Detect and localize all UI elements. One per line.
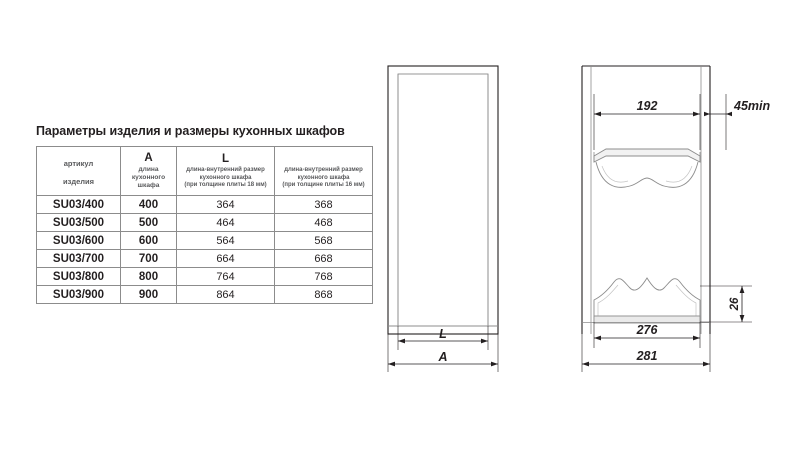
table-row bbox=[37, 214, 373, 232]
cell-l18-value: 864 bbox=[177, 286, 275, 304]
cell-l16-value: 768 bbox=[275, 268, 373, 286]
side-dim-276-label: 276 bbox=[636, 323, 658, 337]
side-view bbox=[582, 66, 770, 372]
cell-article: SU03/600 bbox=[37, 232, 121, 250]
cell-a-value: 800 bbox=[121, 268, 177, 286]
specifications-table bbox=[36, 146, 373, 304]
cell-l18-value: 464 bbox=[177, 214, 275, 232]
side-dim-281-label: 281 bbox=[636, 349, 658, 363]
table-row bbox=[37, 250, 373, 268]
table-header-row bbox=[37, 147, 373, 196]
front-view bbox=[388, 66, 498, 372]
upper-rack-graphic bbox=[594, 149, 700, 187]
technical-drawing bbox=[370, 0, 800, 450]
header-l-18mm: L длина-внутренний размер кухонного шкафа (при толщине плиты 18 мм) bbox=[177, 147, 275, 196]
table-row bbox=[37, 196, 373, 214]
header-l-16mm: длина-внутренний размер кухонного шкафа (при толщине плиты 16 мм) bbox=[275, 147, 373, 196]
cell-l18-value: 564 bbox=[177, 232, 275, 250]
cell-l16-value: 668 bbox=[275, 250, 373, 268]
side-dim-192-label: 192 bbox=[636, 99, 658, 113]
spec-table-block bbox=[36, 124, 372, 304]
lower-rack-graphic bbox=[582, 278, 710, 323]
cell-a-value: 700 bbox=[121, 250, 177, 268]
cell-l16-value: 468 bbox=[275, 214, 373, 232]
cell-article: SU03/400 bbox=[37, 196, 121, 214]
cell-article: SU03/900 bbox=[37, 286, 121, 304]
table-row bbox=[37, 286, 373, 304]
front-dim-a-label: A bbox=[438, 350, 448, 364]
side-dim-45min-label: 45min bbox=[734, 99, 771, 113]
header-a: A длина кухонного шкафа bbox=[121, 147, 177, 196]
cell-article: SU03/700 bbox=[37, 250, 121, 268]
header-article: артикул изделия bbox=[37, 147, 121, 196]
cell-a-value: 500 bbox=[121, 214, 177, 232]
cell-l16-value: 568 bbox=[275, 232, 373, 250]
cell-article: SU03/800 bbox=[37, 268, 121, 286]
table-row bbox=[37, 268, 373, 286]
page-title: Параметры изделия и размеры кухонных шкафов bbox=[36, 124, 345, 138]
front-dim-l-label: L bbox=[439, 327, 447, 341]
cell-l16-value: 868 bbox=[275, 286, 373, 304]
cell-a-value: 600 bbox=[121, 232, 177, 250]
cell-l16-value: 368 bbox=[275, 196, 373, 214]
cell-l18-value: 364 bbox=[177, 196, 275, 214]
table-body bbox=[37, 196, 373, 304]
cell-a-value: 900 bbox=[121, 286, 177, 304]
cell-l18-value: 764 bbox=[177, 268, 275, 286]
cell-l18-value: 664 bbox=[177, 250, 275, 268]
table-row bbox=[37, 232, 373, 250]
cell-a-value: 400 bbox=[121, 196, 177, 214]
side-dim-26-label: 26 bbox=[729, 297, 741, 311]
cell-article: SU03/500 bbox=[37, 214, 121, 232]
